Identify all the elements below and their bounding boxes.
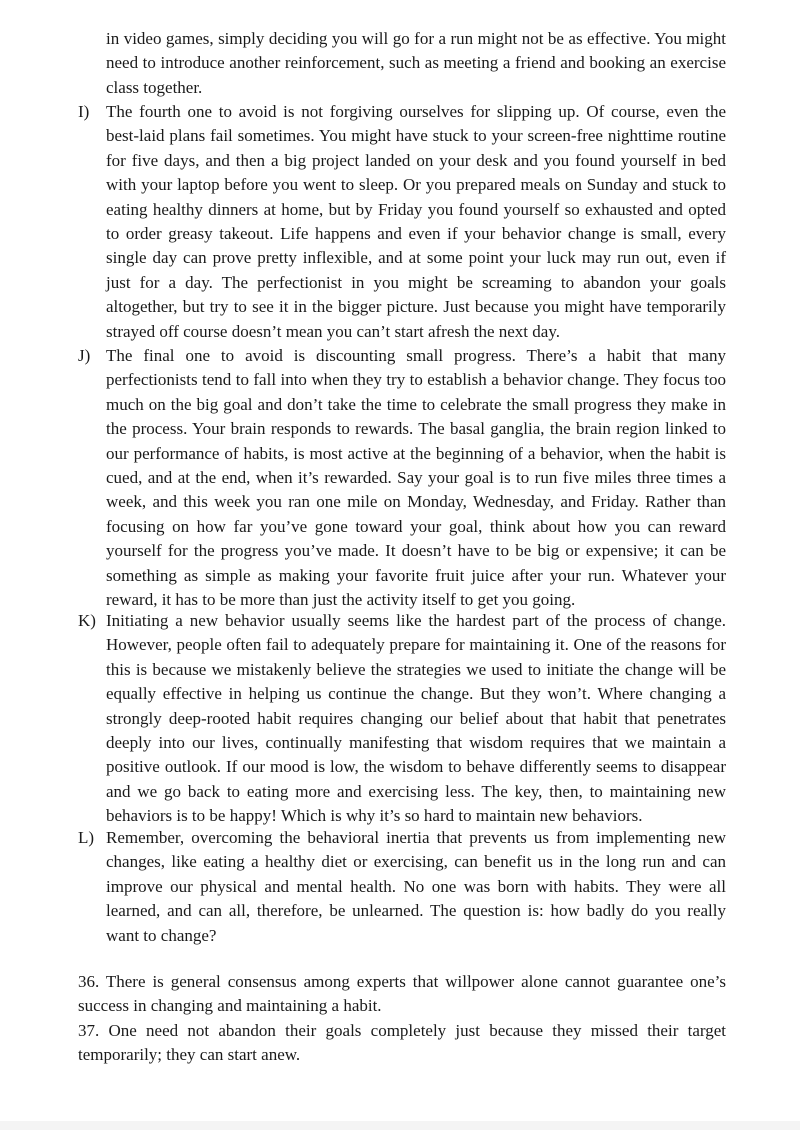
question-36: 36. There is general consensus among experts that willpower alone cannot guarantee one’s success in changing and maintaining a habit.	[78, 972, 726, 1016]
paragraph-text: Initiating a new behavior usually seems like the hardest part of the process of change. However, people often fail to adequately prepare for maintaining it. One of the reasons for this is because we mistakenly believe the strategies we used to initiate the change will be equally effective in helping us continue the change. But they won’t. Where changing a strongly deep-rooted habit requires changing our belief about that habit that penetrates deeply into our lives, continually manifesting that wisdom requires that we maintain a positive outlook. If our mood is low, the wisdom to behave differently seems to disappear and we go back to eating more and exercising less. The key, then, to maintaining new behaviors is to be happy! Which is why it’s so hard to maintain new behaviors.	[106, 611, 726, 826]
paragraph-text: The final one to avoid is discounting small progress. There’s a habit that many perfectionists tend to fall into when they try to establish a behavior change. They focus too much on the big goal and don’t take the time to celebrate the small progress they make in the process. Your brain responds to rewards. The basal ganglia, the brain region linked to our performance of habits, is most active at the beginning of a behavior, when the habit is cued, and at the end, when it’s rewarded. Say your goal is to run five miles three times a week, and this week you ran one mile on Monday, Wednesday, and Friday. Rather than focusing on how far you’ve gone toward your goal, think about how you can reward yourself for the progress you’ve made. It doesn’t have to be big or expensive; it can be something as simple as making your favorite fruit juice after your run. Whatever your reward, it has to be more than just the activity itself to get you going.	[106, 346, 726, 610]
question-37: 37. One need not abandon their goals completely just because they missed their target temporarily; they can start anew.	[78, 1021, 726, 1065]
paragraph-k	[78, 609, 726, 829]
paragraph-label: I)	[78, 102, 90, 121]
paragraph-j	[78, 344, 726, 612]
paragraph-l	[78, 826, 726, 948]
paragraph-text: The fourth one to avoid is not forgiving ourselves for slipping up. Of course, even the best-laid plans fail sometimes. You might have stuck to your screen-free nighttime routine for five days, and then a big project landed on your desk and you found yourself in bed with your laptop before you went to sleep. Or you prepared meals on Sunday and stuck to eating healthy dinners at home, but by Friday you found yourself so exhausted and opted to order greasy takeout. Life happens and even if your behavior change is small, every single day can prove pretty inflexible, and at some point your luck may run out, even if just for a day. The perfectionist in you might be screaming to abandon your goals altogether, but try to see it in the bigger picture. Just because you might have temporarily strayed off course doesn’t mean you can’t start afresh the next day.	[106, 102, 726, 341]
paragraph-label: J)	[78, 346, 91, 365]
paragraph-i	[78, 100, 726, 344]
page-bottom-edge	[0, 1121, 800, 1130]
paragraph-label: K)	[78, 611, 96, 630]
paragraph-text: Remember, overcoming the behavioral inertia that prevents us from implementing new changes, like eating a healthy diet or exercising, can benefit us in the long run and can improve our physical and mental health. No one was born with habits. They were all learned, and can all, therefore, be unlearned. The question is: how badly do you really want to change?	[106, 828, 726, 945]
continuation-text: in video games, simply deciding you will go for a run might not be as effective. You might need to introduce another reinforcement, such as meeting a friend and booking an exercise class together.	[106, 29, 726, 97]
paragraph-label: L)	[78, 828, 95, 847]
